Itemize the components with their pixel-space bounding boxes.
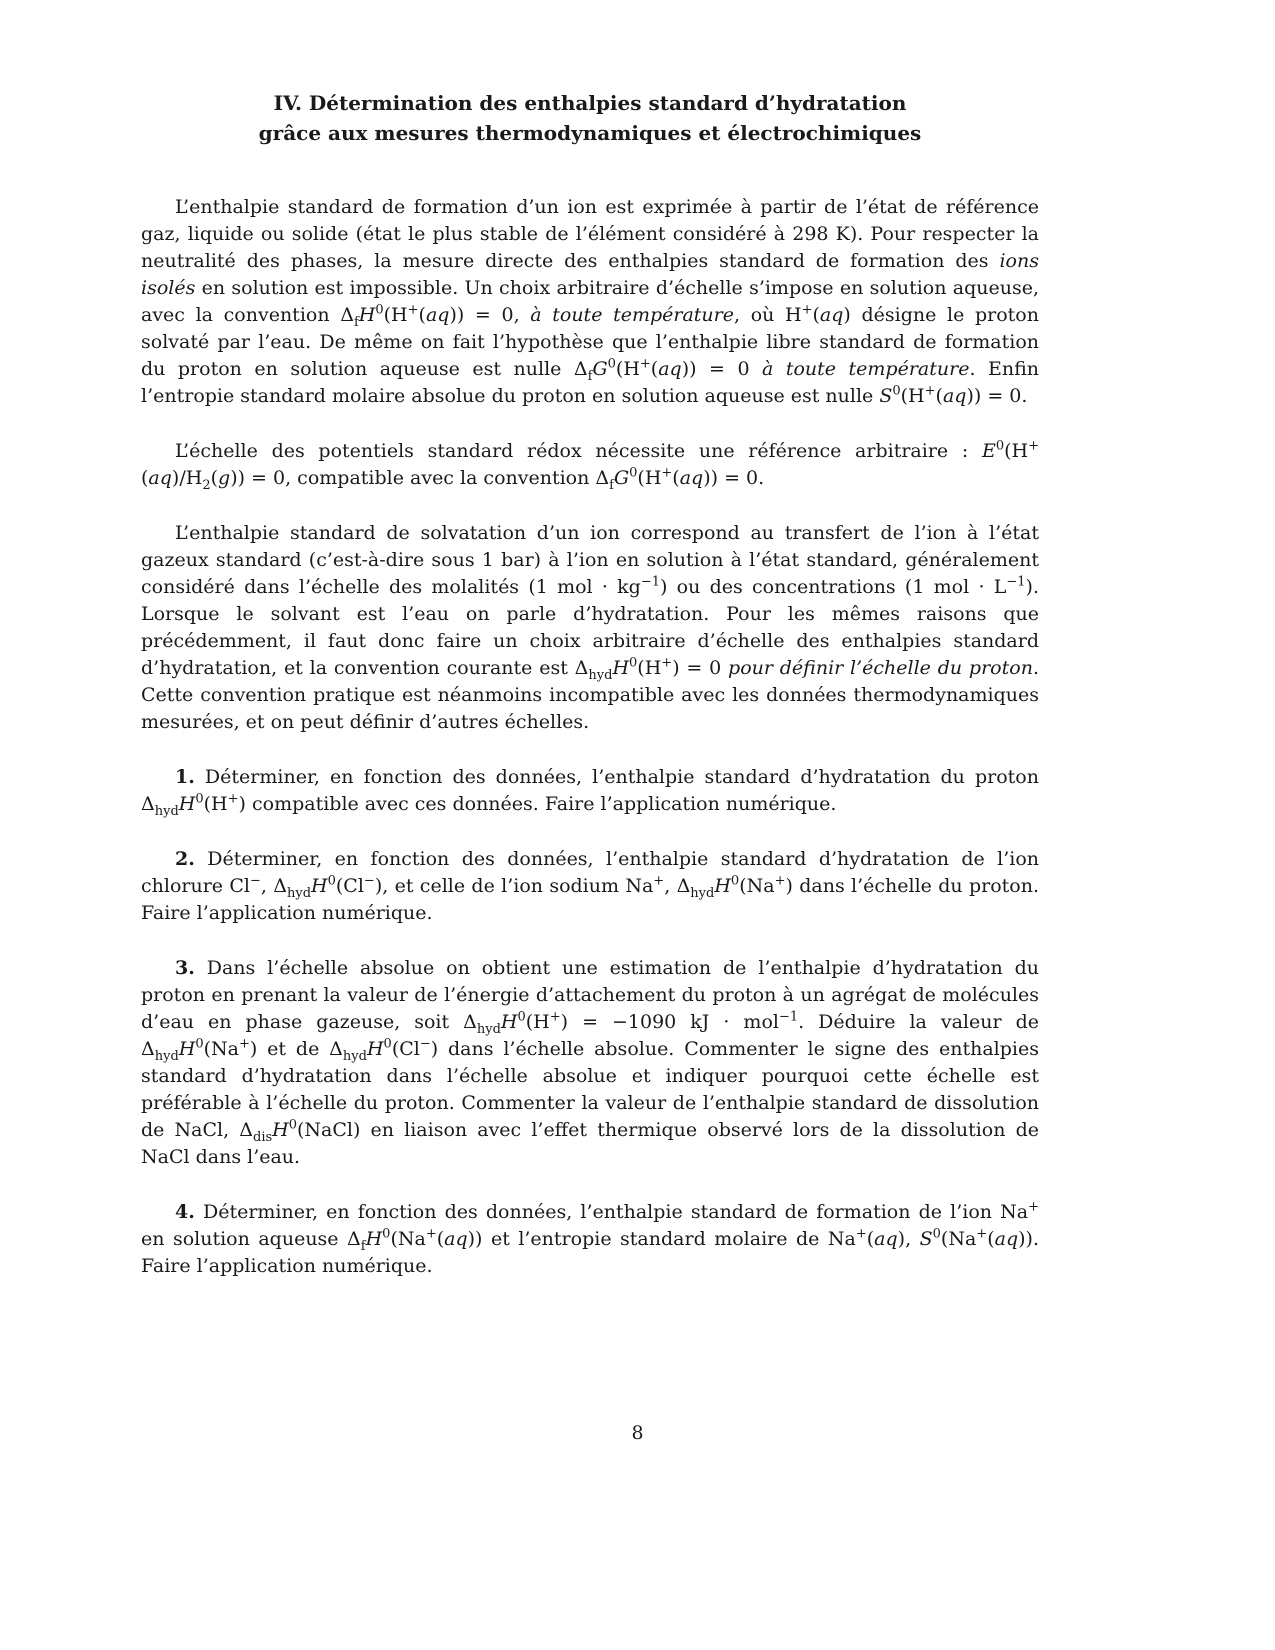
paragraph-redox-scale: L’échelle des potentiels standard rédox nécessite une référence arbitraire : $E^0(H^+(aq)/H_2(g)) = 0$, compatible avec la convention $\Delta_fG^0(H^+(aq)) = 0$.: [141, 438, 1039, 493]
page-number: 8: [631, 1422, 644, 1444]
question-2: 2. Déterminer, en fonction des données, l’enthalpie standard d’hydratation de l’ion chlorure Cl−, $\Delta_{hyd}H^0(Cl^-)$, et celle de l’ion sodium Na+, $\Delta_{hyd}H^0(Na^+)$ dans l’échelle du proton. Faire l’application numérique.: [141, 848, 1039, 924]
question-number: 1.: [175, 766, 195, 788]
document-page: [141, 88, 1039, 1280]
question-number: 2.: [175, 848, 195, 870]
section-title: [141, 88, 1039, 148]
question-4: 4. Déterminer, en fonction des données, l’enthalpie standard de formation de l’ion Na+ en solution aqueuse $\Delta_fH^0(Na^+(aq))$ et l’entropie standard molaire de Na+(aq), $S^0(Na^+(aq))$. Faire l’application numérique.: [141, 1199, 1039, 1277]
question-number: 3.: [175, 957, 195, 979]
question-1: 1. Déterminer, en fonction des données, l’enthalpie standard d’hydratation du proton $\Delta_{hyd}H^0(H^+)$ compatible avec ces données. Faire l’application numérique.: [141, 766, 1039, 819]
paragraph-solvation-enthalpy: L’enthalpie standard de solvatation d’un ion correspond au transfert de l’ion à l’état gazeux standard (c’est-à-dire sous 1 bar) à l’ion en solution à l’état standard, généralement considéré dans l’échelle des molalités (1 mol · $kg^{-1}$) ou des concentrations (1 mol · $L^{-1}$). Lorsque le solvant est l’eau on parle d’hydratation. Pour les mêmes raisons que précédemment, il faut donc faire un choix arbitraire d’échelle des enthalpies standard d’hydratation, et la convention courante est $\Delta_{hyd}H^0(H^+) = 0$ pour définir l’échelle du proton. Cette convention pratique est néanmoins incompatible avec les données thermodynamiques mesurées, et on peut définir d’autres échelles.: [141, 522, 1039, 733]
question-number: 4.: [175, 1201, 195, 1223]
title-line-1: IV. Détermination des enthalpies standard d’hydratation: [273, 91, 907, 115]
question-3: 3. Dans l’échelle absolue on obtient une estimation de l’enthalpie d’hydratation du proton en prenant la valeur de l’énergie d’attachement du proton à un agrégat de molécules d’eau en phase gazeuse, soit $\Delta_{hyd}H^0(H^+) = -1090$ kJ · mol$^{-1}$. Déduire la valeur de $\Delta_{hyd}H^0(Na^+)$ et de $\Delta_{hyd}H^0(Cl^-)$ dans l’échelle absolue. Commenter le signe des enthalpies standard d’hydratation dans l’échelle absolue et indiquer pourquoi cette échelle est préférable à l’échelle du proton. Commenter la valeur de l’enthalpie standard de dissolution de NaCl, $\Delta_{dis}H^0(NaCl)$ en liaison avec l’effet thermique observé lors de la dissolution de NaCl dans l’eau.: [141, 957, 1039, 1168]
title-line-2: grâce aux mesures thermodynamiques et électrochimiques: [258, 121, 922, 145]
paragraph-formation-enthalpy: L’enthalpie standard de formation d’un ion est exprimée à partir de l’état de référence gaz, liquide ou solide (état le plus stable de l’élément considéré à 298 K). Pour respecter la neutralité des phases, la mesure directe des enthalpies standard de formation des ions isolés en solution est impossible. Un choix arbitraire d’échelle s’impose en solution aqueuse, avec la convention $\Delta_fH^0(H^+(aq)) = 0$, à toute température, où H+(aq) désigne le proton solvaté par l’eau. De même on fait l’hypothèse que l’enthalpie libre standard de formation du proton en solution aqueuse est nulle $\Delta_fG^0(H^+(aq)) = 0$ à toute température. Enfin l’entropie standard molaire absolue du proton en solution aqueuse est nulle $S^0(H^+(aq)) = 0$.: [141, 196, 1039, 407]
